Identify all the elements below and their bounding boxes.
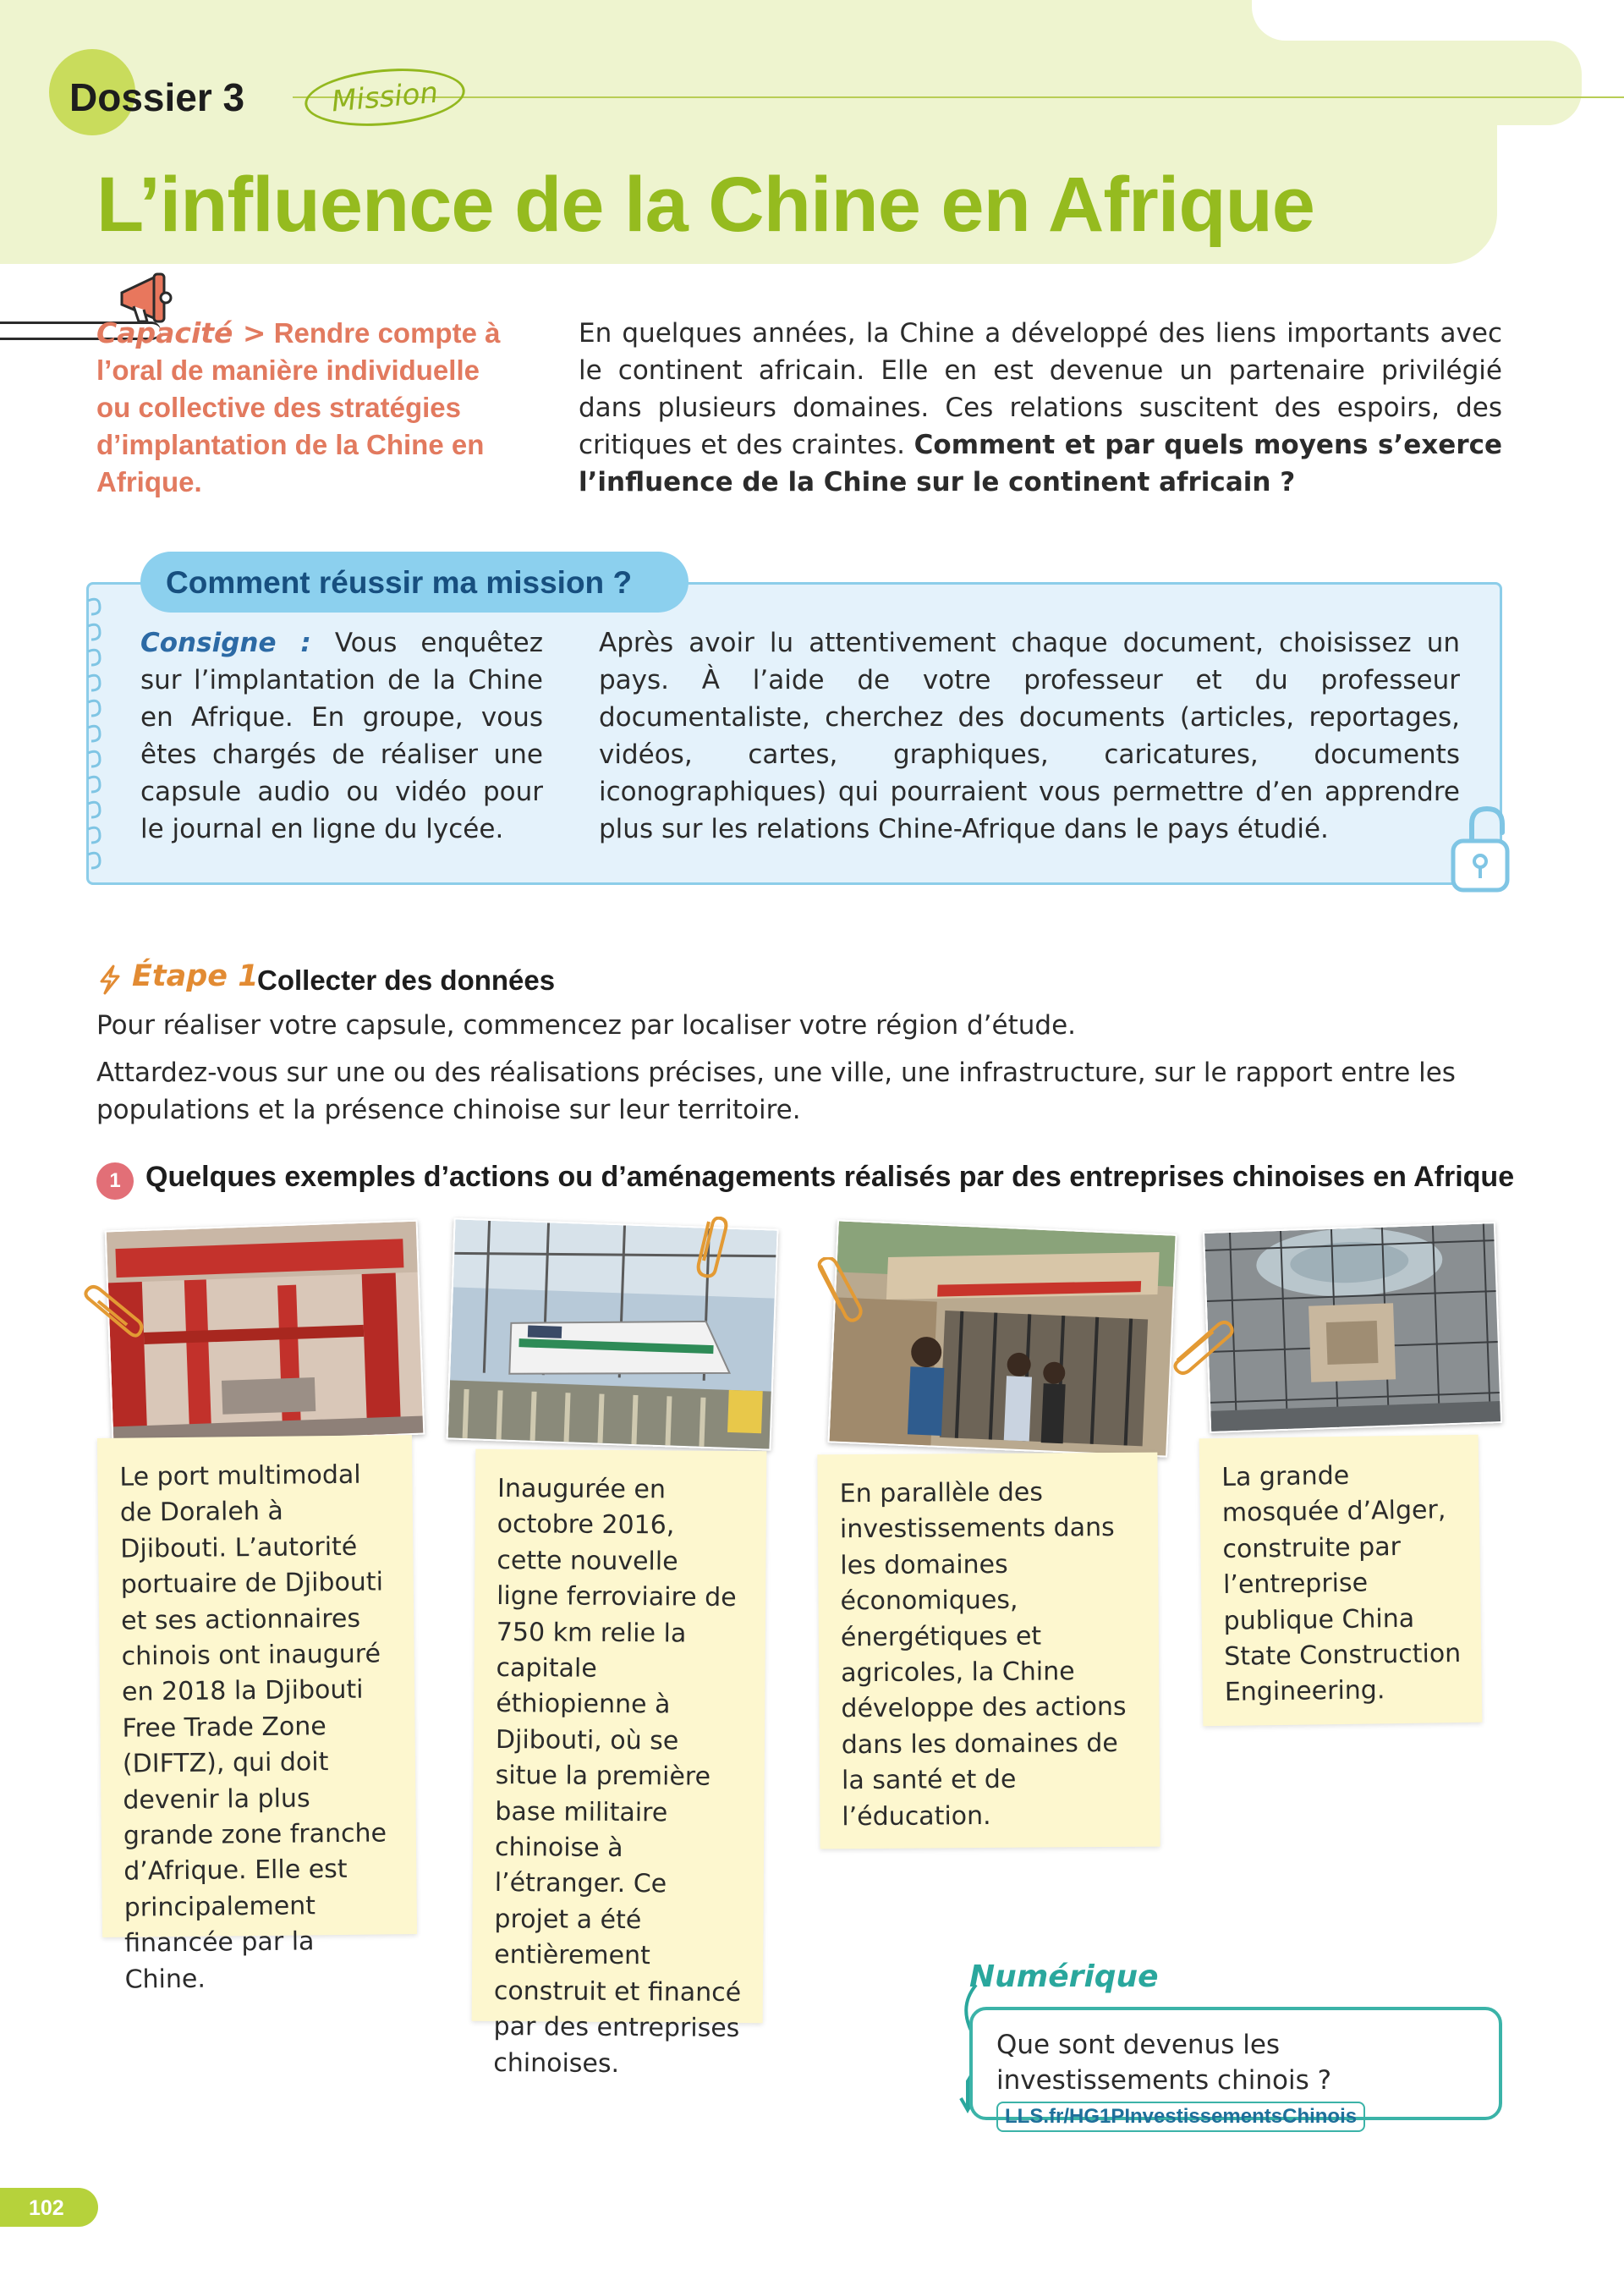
- etape-paragraph-1: Pour réaliser votre capsule, commencez par localiser votre région d’étude.: [96, 1010, 1077, 1041]
- intro-paragraph: [579, 315, 1502, 501]
- caption-card-port: Le port multimodal de Doraleh à Djibouti. L’autorité portuaire de Djibouti et ses actionnaires chinois ont inauguré en 2018 la Djibouti Free Trade Zone (DIFTZ), qui doit devenir la plus grande zone franche d’Afrique. Elle est principalement financée par la Chine.: [97, 1435, 417, 1937]
- consigne-text: Vous enquêtez sur l’implantation de la Chine en Afrique. En groupe, vous êtes chargés de réaliser une capsule audio ou vidéo pour le journal en ligne du lycée.: [140, 628, 543, 844]
- intro-text: En quelques années, la Chine a développé des liens importants avec le continent africain. Elle en est devenue un partenaire privilégié dans plusieurs domaines. Ces relations suscitent des espoirs, des critiques et des craintes.: [579, 318, 1502, 460]
- caption-card-train: Inaugurée en octobre 2016, cette nouvelle ligne ferroviaire de 750 km relie la capitale éthiopienne à Djibouti, où se situe la première base militaire chinoise à l’étranger. Ce projet a été entièrement construit et financé par des entreprises chinoises.: [472, 1449, 767, 2023]
- document-number-badge: 1: [96, 1162, 134, 1200]
- header-band-notch: [1252, 0, 1624, 41]
- intro-question: Comment et par quels moyens s’exerce l’influence de la Chine sur le continent africain ?: [579, 430, 1503, 497]
- numerique-label: Numérique: [969, 1959, 1159, 1994]
- paperclip-icon: [81, 1284, 145, 1344]
- photo-hopital-amitie: [827, 1219, 1177, 1457]
- document-title: Quelques exemples d’actions ou d’aménagements réalisés par des entreprises chinoises en Afrique: [145, 1161, 1515, 1193]
- page-number: 102: [29, 2196, 64, 2220]
- mission-instructions: Après avoir lu attentivement chaque document, choisissez un pays. À l’aide de votre professeur et du professeur documentaliste, cherchez des documents (articles, reportages, vidéos, cartes, graphiques, caricatures, documents iconographiques) qui pourraient vous permettre d’en apprendre plus sur les relations Chine-Afrique dans le pays étudié.: [599, 628, 1460, 844]
- etape-paragraph-2: Attardez-vous sur une ou des réalisations précises, une ville, une infrastructure, sur le rapport entre les populations et la présence chinoise sur leur territoire.: [96, 1058, 1456, 1125]
- notebook-spiral: [85, 596, 108, 875]
- page-title: L’influence de la Chine en Afrique: [96, 162, 1314, 248]
- unlocked-padlock-icon: [1448, 804, 1516, 897]
- etape-title: Collecter des données: [257, 964, 556, 996]
- consigne-block: [140, 624, 543, 848]
- mission-badge: Mission: [302, 63, 467, 132]
- capacite-label: Capacité >: [96, 316, 266, 349]
- header-rule: [293, 96, 1624, 98]
- consigne-label: Consigne :: [140, 628, 311, 658]
- numerique-link[interactable]: LLS.fr/HG1PInvestissementsChinois: [996, 2102, 1365, 2132]
- caption-card-hopital: En parallèle des investissements dans les domaines économiques, énergétiques et agricoles, la Chine développe des actions dans les domaines de la santé et de l’éducation.: [817, 1453, 1160, 1849]
- paperclip-icon: [1171, 1316, 1235, 1376]
- paperclip-icon: [812, 1257, 864, 1325]
- photo-mosquee-alger: [1203, 1222, 1502, 1433]
- dossier-label: Dossier 3: [69, 75, 245, 119]
- mission-tab-label: Comment réussir ma mission ?: [166, 565, 633, 600]
- capacite-text: Rendre compte à l’oral de manière individuelle ou collective des stratégies d’implantation de la Chine en Afrique.: [96, 317, 501, 497]
- lightning-bolt-icon: [96, 964, 123, 995]
- capacite-block: [96, 315, 519, 501]
- header-band-right: [1328, 41, 1582, 125]
- etape-label: Étape 1: [132, 959, 259, 993]
- paperclip-icon: [692, 1217, 743, 1284]
- numerique-text-block: [996, 2027, 1487, 2134]
- numerique-question: Que sont devenus les investissements chinois ?: [996, 2030, 1332, 2096]
- caption-card-mosquee: La grande mosquée d’Alger, construite par l’entreprise publique China State Construction Engineering.: [1199, 1435, 1483, 1727]
- photo-port-doraleh: [105, 1220, 425, 1446]
